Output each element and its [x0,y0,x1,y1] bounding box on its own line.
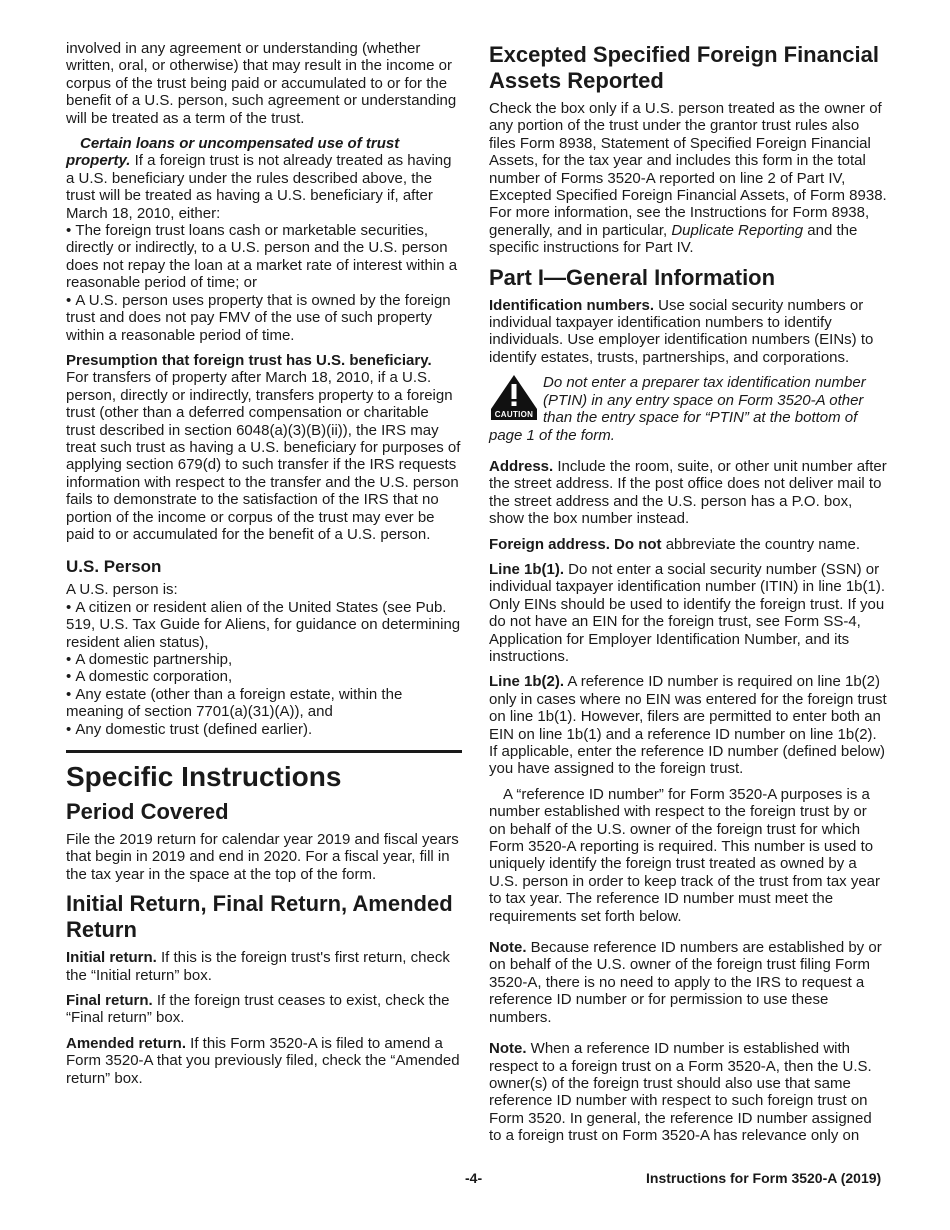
loans-text: If a foreign trust is not already treated as having a U.S. beneficiary under the rules described above, the trust will be treated as having a U.S. beneficiary if, after March 18, 2010, either: [66,152,452,222]
amended-return-paragraph [66,1035,462,1087]
initial-return-text: If this is the foreign trust's first return, check the “Initial return” box. [66,949,450,984]
list-item: • A U.S. person uses property that is owned by the foreign trust and does not pay FMV of the use of such property within a reasonable period of time. [66,292,462,344]
loans-paragraph [66,135,462,222]
foreign-address-label: Foreign address. [489,535,610,553]
document-title-footer: Instructions for Form 3520-A (2019) [646,1170,882,1186]
list-item: • The foreign trust loans cash or marketable securities, directly or indirectly, to a U.S. person and the U.S. person does not repay the loan at a market rate of interest within a reasonable period of time; or [66,222,462,292]
list-item: • A citizen or resident alien of the United States (see Pub. 519, U.S. Tax Guide for Aliens, for guidance on determining resident alien status), [66,599,462,651]
line-1b2-label: Line 1b(2). [489,673,565,691]
line-1b1-text: Do not enter a social security number (SSN) or individual taxpayer identification number (ITIN) in line 1b(1). Only EINs should be used to identify the foreign trust. If you do not have an EIN for the foreign trust, see Form SS-4, Application for Employer Identification Number, and its instructions. [489,560,886,665]
final-return-text: If the foreign trust ceases to exist, check the “Final return” box. [66,992,450,1027]
reference-id-paragraph: A “reference ID number” for Form 3520-A purposes is a number established with respect to the foreign trust by or on behalf of the U.S. owner of the foreign trust for which Form 3520-A reporting is required. This number is used to uniquely identify the foreign trust treated as owned by a U.S. person in order to keep track of the trust from tax year to tax year. The reference ID number must meet the requirements set forth below. [489,785,881,925]
identification-label: Identification numbers. [489,296,655,314]
initial-return-label: Initial return. [66,949,157,967]
note-2-label: Note. [489,1040,527,1058]
excepted-assets-paragraph [489,100,887,257]
line-1b2-text: A reference ID number is required on line 1b(2) only in cases where no EIN was entered for the foreign trust on line 1b(1). However, filers are permitted to enter both an EIN on line 1b(1) and a reference ID number on line 1b(2). If applicable, enter the reference ID number (defined below) you have assigned to the foreign trust. [489,673,887,778]
caution-text: Do not enter a preparer tax identification number (PTIN) in any entry space on Form 3520-A other than the entry space for “PTIN” at the bottom of page 1 of the form. [489,374,866,444]
duplicate-reporting-ref: Duplicate Reporting [671,221,804,239]
caution-note [489,374,887,444]
note-1-label: Note. [489,939,527,957]
note-1-paragraph [489,939,887,1026]
us-person-heading: U.S. Person [66,557,162,577]
left-column [66,40,462,1095]
section-divider [66,750,462,753]
identification-text: Use social security numbers or individual taxpayer identification numbers to identify individuals. Use employer identification numbers (EINs) to identify estates, trusts, partnerships, and corporations. [489,296,874,366]
initial-return-paragraph [66,949,462,984]
excepted-text-2: and the specific instructions for Part IV. [489,221,858,257]
initial-final-amended-heading: Initial Return, Final Return, Amended Return [66,891,453,943]
note-2-paragraph [489,1040,887,1144]
loans-heading: Certain loans or uncompensated use of trust property. [66,135,400,170]
final-return-label: Final return. [66,992,153,1010]
note-2-text: When a reference ID number is established with respect to a foreign trust on a Form 3520-A, then the U.S. owner(s) of the foreign trust should also use that same reference ID number with respect to such foreign trust on Form 3520. In general, the reference ID number assigned to a foreign trust on Form 3520-A has relevance only on [489,1040,872,1145]
period-covered-text: File the 2019 return for calendar year 2019 and fiscal years that begin in 2019 and end in 2020. For a fiscal year, fill in the tax year in the space at the top of the form. [66,831,459,883]
address-paragraph [489,458,887,528]
final-return-paragraph [66,992,462,1027]
line-1b2-paragraph [489,673,887,777]
foreign-address-text: abbreviate the country name. [661,535,860,553]
intro-paragraph: involved in any agreement or understanding (whether written, oral, or otherwise) that may result in the income or corpus of the trust being paid or accumulated to or for the benefit of a U.S. person, such agreement or understanding will be treated as a term of the trust. [66,40,457,127]
specific-instructions-heading: Specific Instructions [66,761,342,793]
do-not-emphasis: Do not [614,535,662,553]
caution-icon [489,374,539,420]
list-item: • Any domestic trust (defined earlier). [66,721,462,738]
identification-paragraph [489,297,887,367]
foreign-address-paragraph [489,536,887,553]
presumption-heading: Presumption that foreign trust has U.S. beneficiary. [66,351,432,369]
amended-return-label: Amended return. [66,1034,187,1052]
presumption-text: For transfers of property after March 18, 2010, if a U.S. person, directly or indirectly, transfers property to a foreign trust (other than a deferred compensation or charitable trust described in section 6048(a)(3)(B)(ii)), the IRS may treat such trust as having a U.S. beneficiary for purposes of applying section 679(d) to such transfer if the IRS requests information with respect to the transfer and the U.S. person fails to demonstrate to the satisfaction of the IRS that no portion of the income or corpus of the trust may ever be paid to or accumulated for the benefit of a U.S. person. [66,369,461,543]
part-1-heading: Part I—General Information [489,264,776,290]
warning-triangle-icon [489,374,539,410]
excepted-text-1: Check the box only if a U.S. person treated as the owner of any portion of the trust under the grantor trust rules also files Form 8938, Statement of Specified Foreign Financial Assets, for the tax year and includes this form in the total number of Forms 3520-A reported on line 2 of Part IV, Excepted Specified Foreign Financial Assets, of Form 8938. For more information, see the Instructions for Form 8938, generally, and in particular, [489,100,887,239]
presumption-paragraph [66,352,462,543]
caution-label: CAUTION [491,409,537,420]
us-person-intro: A U.S. person is: [66,581,178,599]
address-text: Include the room, suite, or other unit number after the street address. If the post office does not deliver mail to the street address and the U.S. person has a P.O. box, show the box number instead. [489,457,887,528]
list-item: • A domestic corporation, [66,668,462,685]
line-1b1-label: Line 1b(1). [489,560,565,578]
page-number: -4- [465,1170,483,1186]
excepted-assets-heading: Excepted Specified Foreign Financial Assets Reported [489,42,879,93]
period-covered-heading: Period Covered [66,799,229,825]
amended-return-text: If this Form 3520-A is filed to amend a Form 3520-A that you previously filed, check the “Amended return” box. [66,1034,460,1087]
note-1-text: Because reference ID numbers are established by or on behalf of the U.S. owner of the foreign trust filing Form 3520-A, there is no need to apply to the IRS to request a reference ID number or for permission to use these numbers. [489,939,882,1026]
right-column [489,40,887,1153]
address-label: Address. [489,457,554,475]
list-item: • Any estate (other than a foreign estate, within the meaning of section 7701(a)(31)(A)), and [66,686,462,721]
list-item: • A domestic partnership, [66,651,462,668]
line-1b1-paragraph [489,561,887,665]
